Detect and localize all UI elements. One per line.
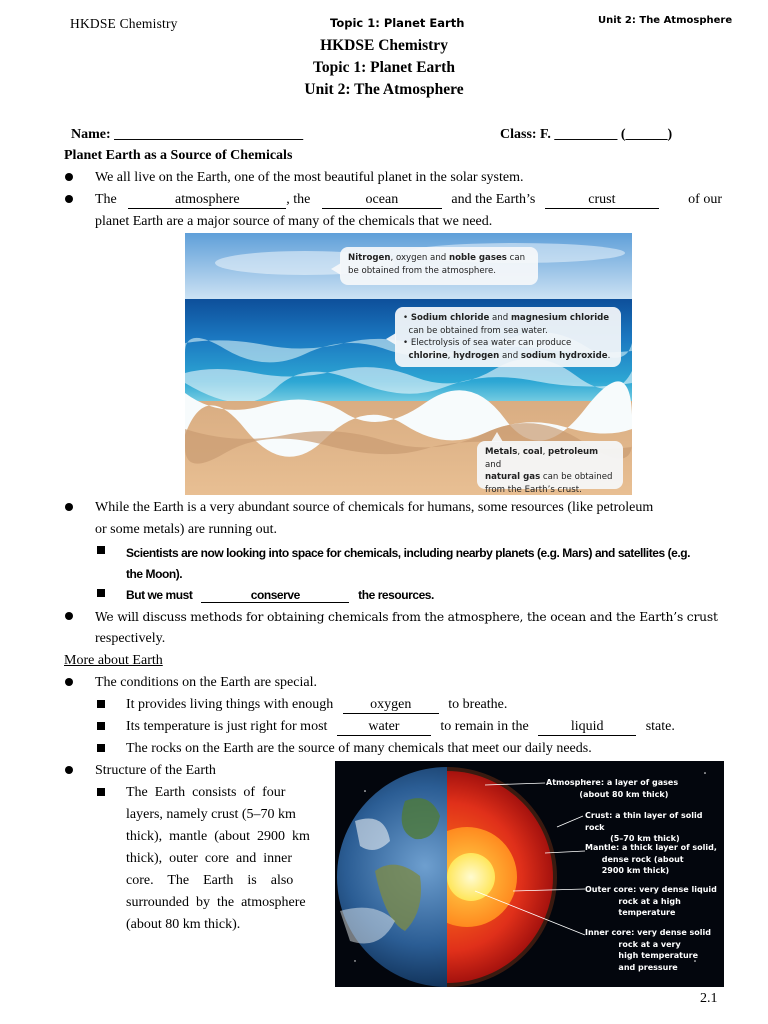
subpoint-text: Scientists are now looking into space for chemicals, including nearby planets (e.g. Mars) and satellites (e.g. bbox=[126, 546, 690, 560]
bullet bbox=[65, 503, 73, 511]
header-unit: Unit 2: The Atmosphere bbox=[598, 15, 733, 26]
square-bullet bbox=[97, 744, 105, 752]
blank-ocean[interactable]: ocean bbox=[322, 192, 442, 209]
bullet bbox=[65, 612, 73, 620]
text-to-breathe: to breathe. bbox=[448, 697, 508, 712]
callout-atmosphere: Nitrogen, oxygen and noble gases can be obtained from the atmosphere. bbox=[340, 247, 538, 285]
bullet-text-continued: planet Earth are a major source of many of the chemicals that we need. bbox=[95, 214, 493, 229]
bullet-structure-heading: Structure of the Earth bbox=[95, 763, 216, 778]
bullet bbox=[65, 678, 73, 686]
text-provides: It provides living things with enough bbox=[126, 697, 334, 712]
text-comma-the: , the bbox=[286, 192, 311, 207]
bullet bbox=[65, 195, 73, 203]
text-and-earths: and the Earth’s bbox=[451, 192, 536, 207]
title-subject: HKDSE Chemistry bbox=[320, 37, 448, 54]
structure-line: The Earth consists of four bbox=[126, 785, 286, 800]
text-but-we-must: But we must bbox=[126, 588, 193, 602]
structure-line: core. The Earth is also bbox=[126, 873, 294, 888]
structure-line: surrounded by the atmosphere bbox=[126, 895, 306, 910]
structure-line: (about 80 km thick). bbox=[126, 917, 241, 932]
text-the: The bbox=[95, 192, 117, 207]
blank-conserve[interactable]: conserve bbox=[201, 588, 349, 603]
blank-atmosphere[interactable]: atmosphere bbox=[128, 192, 286, 209]
text-the-resources: the resources. bbox=[358, 588, 434, 602]
class-label: Class: F. bbox=[500, 127, 551, 142]
structure-line: layers, namely crust (5–70 km bbox=[126, 807, 296, 822]
subpoint-water bbox=[126, 716, 675, 738]
square-bullet bbox=[97, 722, 105, 730]
header-subject: HKDSE Chemistry bbox=[70, 16, 178, 31]
section-heading-sources: Planet Earth as a Source of Chemicals bbox=[64, 148, 293, 163]
square-bullet bbox=[97, 546, 105, 554]
section-heading-more-about-earth: More about Earth bbox=[64, 653, 163, 668]
bullet-text-continued: or some metals) are running out. bbox=[95, 522, 277, 537]
header-topic: Topic 1: Planet Earth bbox=[330, 16, 465, 30]
bullet-text: The conditions on the Earth are special. bbox=[95, 675, 317, 690]
bullet-text: We will discuss methods for obtaining chemicals from the atmosphere, the ocean and the Earth’s crust bbox=[95, 610, 718, 624]
class-number-blank: (______) bbox=[620, 127, 673, 142]
structure-line: thick), outer core and inner bbox=[126, 851, 292, 866]
blank-liquid[interactable]: liquid bbox=[538, 719, 636, 736]
name-field[interactable] bbox=[71, 124, 303, 146]
text-of-our: of our bbox=[688, 192, 722, 207]
bullet bbox=[65, 173, 73, 181]
label-outer-core: Outer core: very dense liquid rock at a high temperature bbox=[585, 885, 717, 917]
callout-ocean: • Sodium chloride and magnesium chloride can be obtained from sea water. • Electrolysis of sea water can produce chlorine, hydrogen and sodium hydroxide. bbox=[395, 307, 621, 367]
bullet-text-continued: respectively. bbox=[95, 631, 166, 646]
name-label: Name: bbox=[71, 127, 111, 142]
class-field[interactable] bbox=[500, 124, 672, 146]
title-topic: Topic 1: Planet Earth bbox=[313, 59, 455, 76]
label-crust: Crust: a thin layer of solid rock (5–70 km thick) bbox=[585, 811, 703, 843]
subpoint-text-continued: the Moon). bbox=[126, 567, 183, 581]
text-state: state. bbox=[645, 719, 675, 734]
blank-crust[interactable]: crust bbox=[545, 192, 659, 209]
earth-structure-diagram bbox=[335, 761, 724, 987]
name-blank: ___________________________ bbox=[114, 127, 304, 142]
structure-line: thick), mantle (about 2900 km bbox=[126, 829, 310, 844]
callout-crust: Metals, coal, petroleum and natural gas can be obtained from the Earth’s crust. bbox=[477, 441, 623, 489]
subpoint-text: The rocks on the Earth are the source of many chemicals that meet our daily needs. bbox=[126, 741, 592, 756]
ocean-beach-photo bbox=[185, 233, 632, 495]
blank-oxygen[interactable]: oxygen bbox=[343, 697, 439, 714]
subpoint-oxygen bbox=[126, 694, 507, 716]
label-atmosphere: Atmosphere: a layer of gases (about 80 km thick) bbox=[546, 778, 679, 799]
bullet-sources-line bbox=[95, 189, 722, 211]
bullet-text: While the Earth is a very abundant source of chemicals for humans, some resources (like petroleum bbox=[95, 500, 654, 515]
page-number: 2.1 bbox=[700, 991, 718, 1006]
text-remain-in-the: to remain in the bbox=[440, 719, 529, 734]
bullet-text: We all live on the Earth, one of the most beautiful planet in the solar system. bbox=[95, 170, 524, 185]
class-blank: _________ bbox=[554, 127, 618, 142]
label-mantle: Mantle: a thick layer of solid, dense rock (about 2900 km thick) bbox=[585, 843, 717, 875]
title-unit: Unit 2: The Atmosphere bbox=[304, 81, 464, 98]
square-bullet bbox=[97, 700, 105, 708]
subpoint-conserve bbox=[126, 584, 434, 606]
square-bullet bbox=[97, 589, 105, 597]
square-bullet bbox=[97, 788, 105, 796]
label-inner-core: Inner core: very dense solid rock at a very high temperature and pressure bbox=[585, 928, 711, 972]
bullet bbox=[65, 766, 73, 774]
text-temperature: Its temperature is just right for most bbox=[126, 719, 328, 734]
blank-water[interactable]: water bbox=[337, 719, 431, 736]
